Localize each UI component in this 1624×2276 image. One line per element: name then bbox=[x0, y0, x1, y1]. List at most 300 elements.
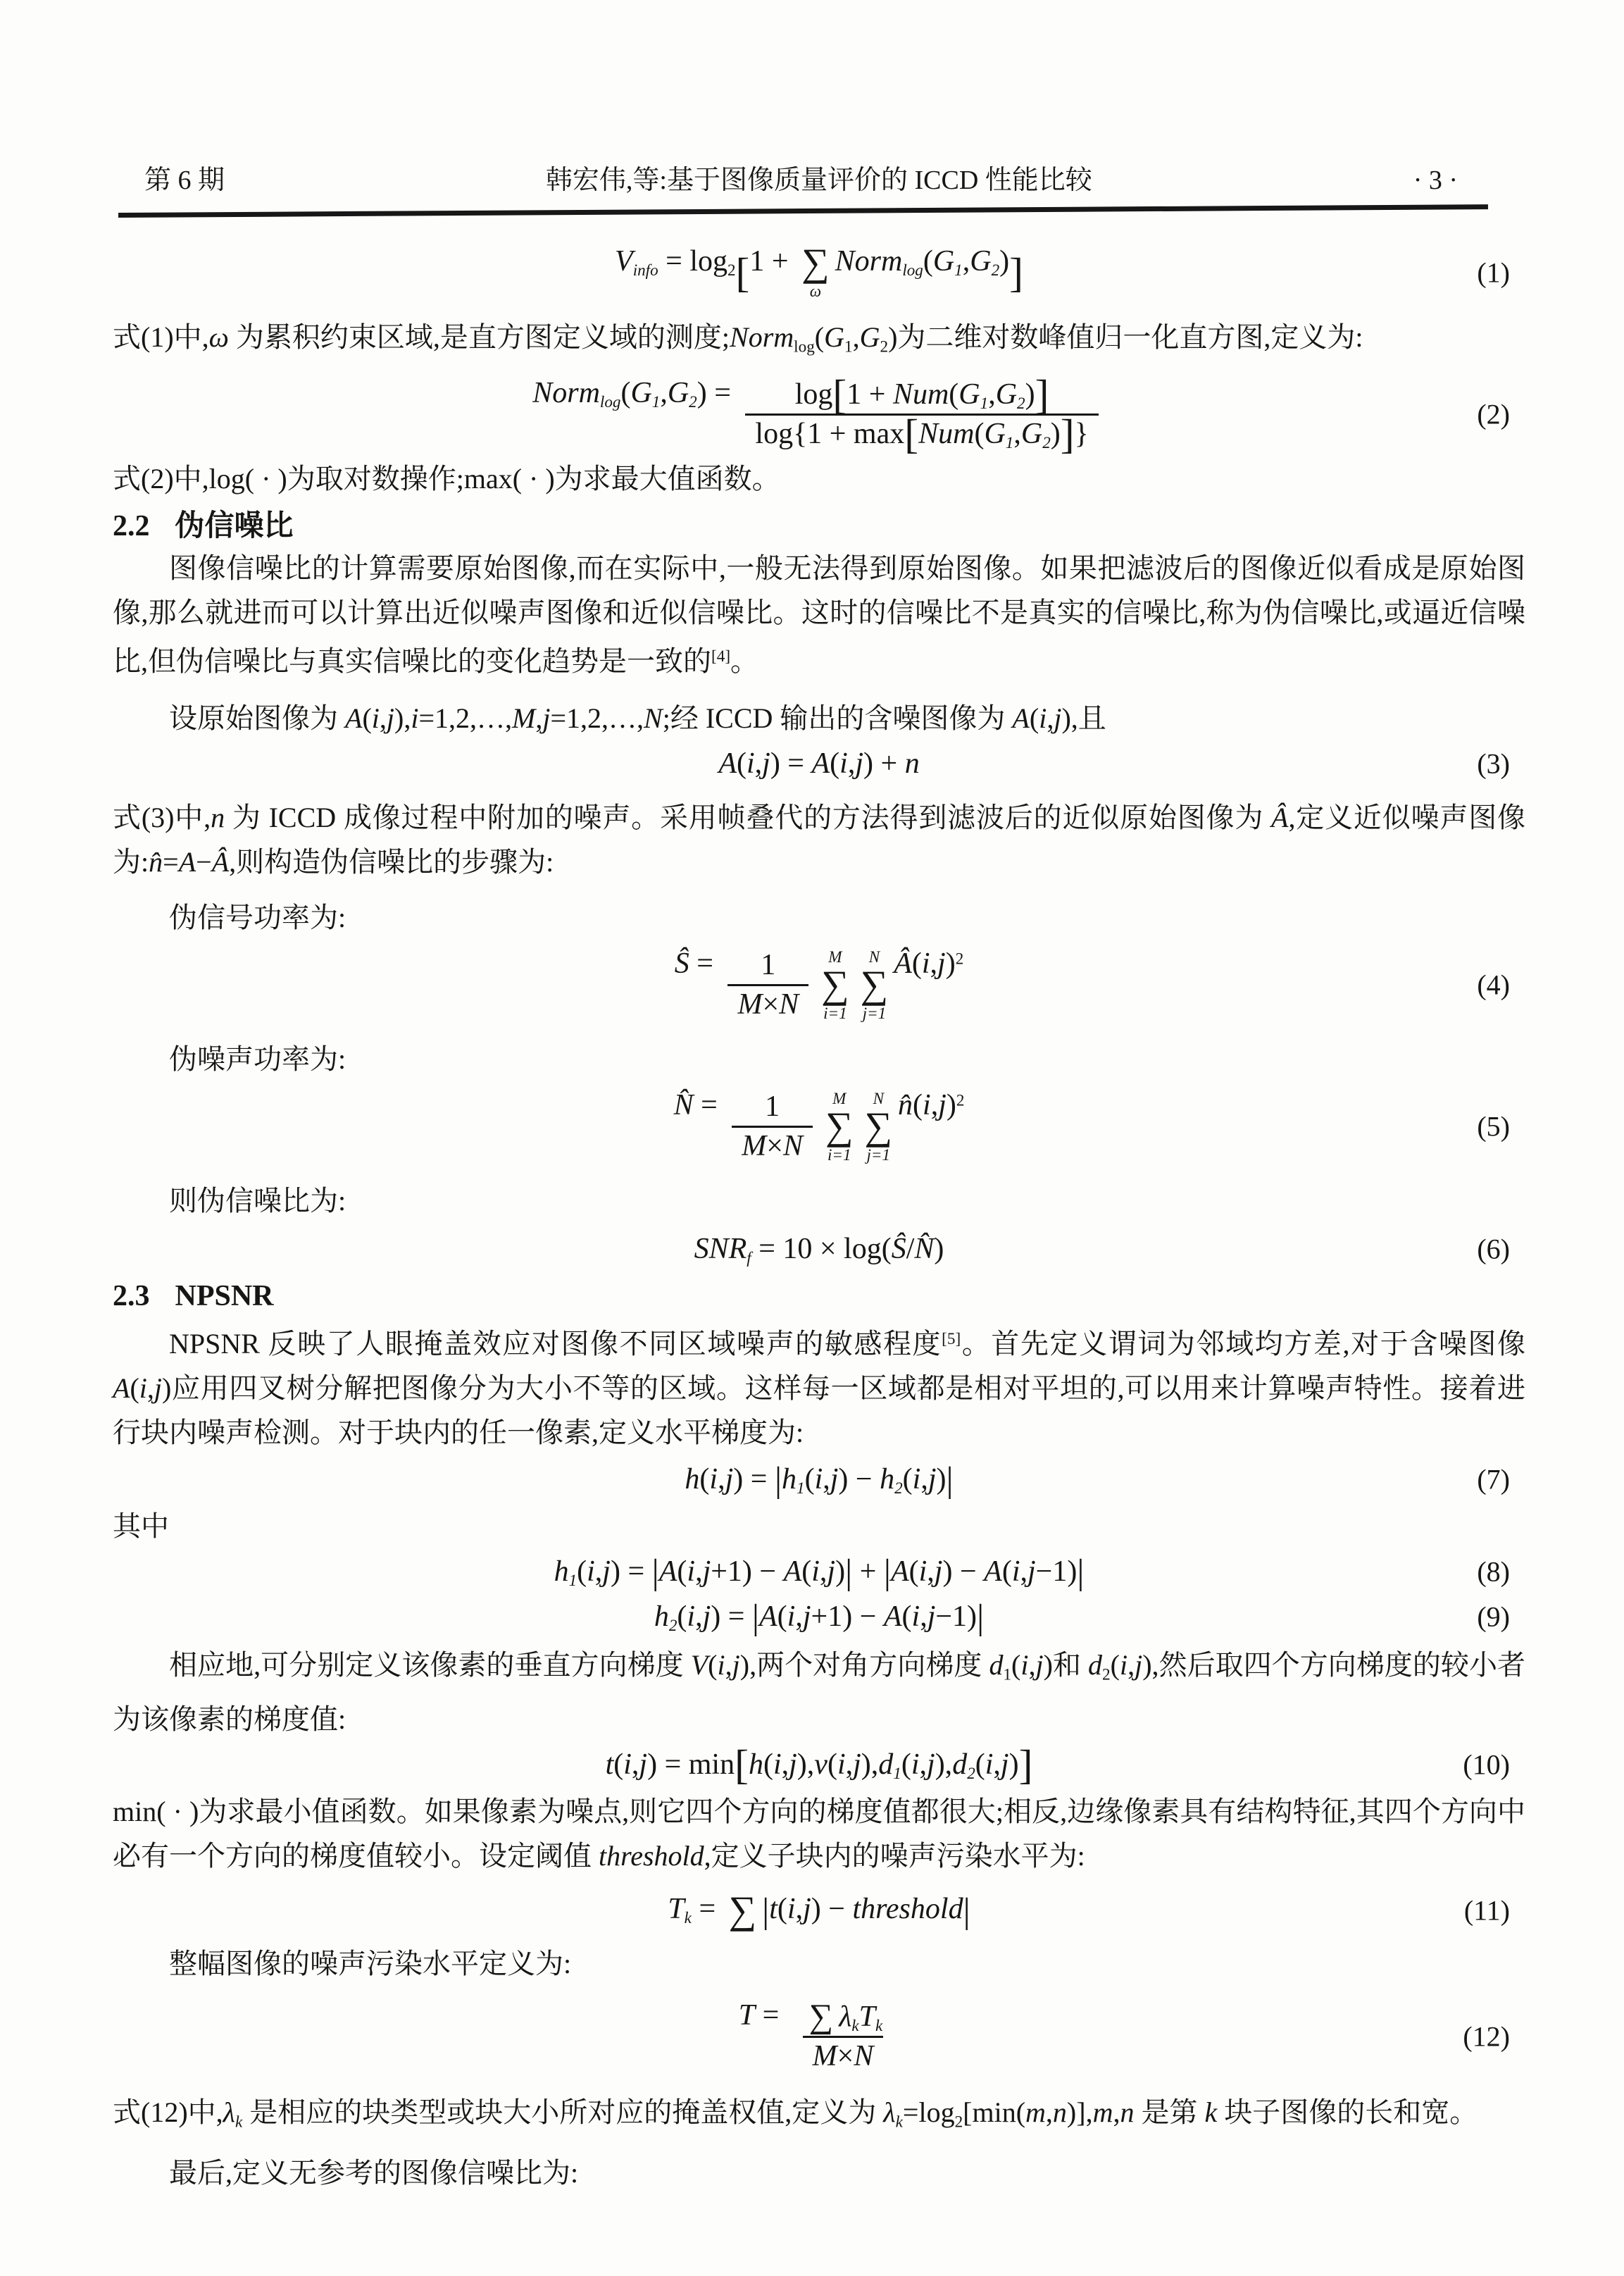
text-run: 式(12)中, bbox=[113, 2096, 223, 2129]
math-token: i bbox=[787, 1893, 796, 1926]
math-token: ) = min bbox=[647, 1748, 735, 1781]
math-token: ( bbox=[923, 245, 933, 278]
paragraph-eq12-note bbox=[113, 2090, 1525, 2144]
math-token: j bbox=[927, 1600, 936, 1633]
math-token: , bbox=[847, 747, 856, 781]
text-run: j bbox=[542, 702, 551, 735]
fraction bbox=[794, 1998, 893, 2075]
math-token: M bbox=[812, 2039, 837, 2072]
page-content bbox=[0, 237, 1624, 2195]
math-token: ( bbox=[902, 1462, 913, 1495]
text-run: k bbox=[895, 2113, 903, 2132]
text-run: )和 bbox=[1043, 1648, 1089, 1681]
math-token: , bbox=[795, 1600, 803, 1633]
math-token: = bbox=[689, 947, 721, 980]
math-token: j bbox=[1027, 1555, 1036, 1588]
math-token: ( bbox=[901, 1600, 912, 1633]
subscript: 1 bbox=[651, 392, 661, 411]
math-token: ( bbox=[908, 1555, 919, 1588]
text-run: , bbox=[1047, 702, 1054, 735]
math-token: A bbox=[883, 1600, 902, 1633]
math-token: j bbox=[855, 747, 863, 781]
math-token: $G_2$ bbox=[667, 376, 697, 411]
math-token: i bbox=[746, 747, 755, 781]
text-run: 设原始图像为 bbox=[169, 702, 345, 735]
math-token: $G_1$ bbox=[958, 378, 989, 412]
superscript: 2 bbox=[956, 1090, 965, 1109]
formula-4-body bbox=[675, 947, 964, 1024]
formula-5-body bbox=[674, 1088, 965, 1165]
text-run: j bbox=[1135, 1648, 1143, 1681]
subscript: log bbox=[902, 261, 923, 280]
text-run: ( bbox=[1011, 1648, 1021, 1681]
paragraph-pseudo-snr-intro bbox=[113, 546, 1525, 683]
math-token: , bbox=[695, 1555, 703, 1588]
equation-number-11: (11) bbox=[1463, 1894, 1510, 1927]
text-run: 伪信号功率为: bbox=[169, 902, 346, 934]
math-token: i bbox=[923, 1088, 931, 1121]
math-token: ) = bbox=[733, 1462, 775, 1495]
math-token: A bbox=[658, 1555, 677, 1588]
text-run: i bbox=[1039, 702, 1047, 735]
text-run: j bbox=[1054, 702, 1062, 735]
math-token: , bbox=[845, 1748, 854, 1781]
equation-number-4: (4) bbox=[1477, 969, 1510, 1001]
text-run: 。首先定义谓词为邻域均方差,对于含噪图像 bbox=[961, 1327, 1526, 1360]
math-token: i bbox=[1011, 1555, 1020, 1588]
math-token: N̂ bbox=[673, 1088, 694, 1121]
math-token: i bbox=[911, 1600, 920, 1633]
text-run: Â bbox=[211, 846, 230, 878]
math-token: threshold bbox=[852, 1893, 963, 1926]
text-run: j bbox=[386, 702, 395, 735]
math-token: ), bbox=[935, 1748, 953, 1781]
math-token: n bbox=[904, 747, 920, 781]
text-run: i bbox=[1020, 1648, 1029, 1681]
text-run: , bbox=[1028, 1648, 1036, 1681]
math-token: j bbox=[938, 1088, 947, 1121]
math-token: ) = bbox=[770, 747, 812, 781]
math-token: ( bbox=[620, 376, 631, 409]
math-token: } bbox=[1074, 417, 1089, 450]
math-token: j bbox=[789, 1748, 797, 1781]
journal-issue: 第 6 期 bbox=[144, 166, 225, 195]
section-2-2-heading bbox=[113, 509, 1525, 543]
math-token: Ŝ bbox=[674, 947, 689, 980]
paragraph-npsnr-intro bbox=[113, 1317, 1525, 1455]
math-token: i bbox=[587, 1555, 595, 1588]
text-run: 2 bbox=[880, 337, 889, 356]
math-token: ) bbox=[936, 1462, 947, 1495]
math-token: $G_2$ bbox=[970, 245, 1000, 280]
math-token: $G_1$ bbox=[932, 245, 963, 280]
text-run: NPSNR 反映了人眼掩盖效应对图像不同区域噪声的敏感程度 bbox=[169, 1327, 942, 1360]
text-run: =1,2,…, bbox=[550, 702, 644, 735]
superscript: 2 bbox=[955, 948, 964, 967]
math-token: $T_k$ bbox=[858, 2000, 883, 2034]
math-token: N bbox=[782, 1129, 803, 1162]
math-token: $G_2$ bbox=[995, 378, 1025, 412]
math-token: ) bbox=[835, 1555, 846, 1588]
formula-2-body bbox=[532, 371, 1106, 458]
text-run: A bbox=[113, 1372, 130, 1404]
math-token: 1 bbox=[765, 1090, 780, 1123]
text-run: ( bbox=[130, 1372, 139, 1404]
equation-number-9: (9) bbox=[1477, 1600, 1510, 1633]
subscript: info bbox=[632, 261, 658, 280]
paragraph-whole-image-noise bbox=[113, 1941, 1525, 1986]
math-token: −1) bbox=[935, 1600, 977, 1633]
text-run: 最后,定义无参考的图像信噪比为: bbox=[169, 2156, 579, 2189]
summation bbox=[728, 1889, 757, 1932]
formula-9 bbox=[113, 1595, 1525, 1638]
subscript: 2 bbox=[727, 261, 736, 280]
summation bbox=[825, 1089, 854, 1164]
subscript: k bbox=[875, 2015, 883, 2034]
formula-1 bbox=[113, 237, 1525, 308]
math-token: ( bbox=[736, 747, 747, 781]
math-token: ( bbox=[974, 417, 985, 450]
section-2-3-number: 2.3 bbox=[113, 1280, 150, 1313]
math-token: , bbox=[988, 378, 996, 411]
paragraph-eq1-note bbox=[113, 315, 1525, 369]
math-token: = bbox=[755, 1998, 787, 2032]
math-token: Norm$_{log}$ bbox=[835, 245, 923, 280]
math-token: i bbox=[814, 1462, 823, 1495]
text-run: )], bbox=[1066, 2096, 1093, 2129]
text-run: i bbox=[717, 1648, 725, 1681]
math-token: 1 + bbox=[749, 245, 797, 278]
text-run: ),两个对角方向梯度 bbox=[739, 1648, 989, 1681]
math-token: i bbox=[787, 1600, 796, 1633]
formula-8 bbox=[113, 1550, 1525, 1593]
sum-lower-limit: j=1 bbox=[862, 1003, 887, 1022]
math-token: ( bbox=[975, 1748, 985, 1781]
text-run: d bbox=[1088, 1648, 1103, 1681]
math-token: , bbox=[781, 1748, 789, 1781]
formula-9-body: $h_2$ ( i , j ) = | A ( i , j +1) − A ( i , j −1) | bbox=[654, 1596, 985, 1636]
sum-lower-limit: ω bbox=[809, 282, 821, 301]
text-run: =log bbox=[902, 2096, 955, 2129]
text-run: [5] bbox=[942, 1330, 961, 1349]
formula-1-body: $V_{info}$ = $\log_2$ [ 1 + ∑ ω Norm$_{log}$ ( $G_1$ , $G_2$ ) ] bbox=[615, 241, 1023, 301]
text-run: ( bbox=[708, 1648, 718, 1681]
math-token: N bbox=[779, 988, 799, 1021]
math-token: M bbox=[737, 988, 763, 1021]
equation-number-6: (6) bbox=[1477, 1233, 1510, 1265]
math-token: ) bbox=[1025, 378, 1035, 411]
text-run: 式(2)中,log( · )为取对数操作;max( · )为求最大值函数。 bbox=[113, 463, 780, 495]
sigma-symbol: ∑ bbox=[801, 241, 830, 285]
subscript: 2 bbox=[668, 1615, 677, 1634]
text-run: [4] bbox=[711, 647, 731, 666]
math-token: , bbox=[795, 1893, 804, 1926]
subscript: f bbox=[747, 1248, 751, 1267]
math-token: $h_1$ bbox=[782, 1462, 805, 1497]
math-token: ), bbox=[861, 1748, 879, 1781]
math-token: ( bbox=[777, 1600, 787, 1633]
text-run: ( bbox=[814, 321, 825, 353]
text-run: N bbox=[644, 702, 663, 735]
formula-2 bbox=[113, 372, 1525, 456]
math-token: ), bbox=[797, 1748, 815, 1781]
text-run: 是第 bbox=[1134, 2096, 1205, 2129]
math-token: = bbox=[658, 245, 690, 278]
math-token: t bbox=[605, 1748, 614, 1781]
text-run: 式(3)中, bbox=[113, 802, 211, 834]
math-token: T bbox=[738, 1998, 756, 2032]
math-token: i bbox=[985, 1748, 994, 1781]
math-token: $SNR_f$ bbox=[694, 1233, 751, 1267]
text-run: A bbox=[345, 702, 363, 735]
math-token: j bbox=[639, 1748, 648, 1781]
math-token: ( bbox=[699, 1462, 710, 1495]
sum-lower-limit: j=1 bbox=[866, 1145, 891, 1164]
text-run: ,定义子块内的噪声污染水平为: bbox=[704, 1840, 1085, 1872]
formula-6 bbox=[113, 1227, 1525, 1271]
math-token: i bbox=[687, 1600, 696, 1633]
paragraph-eq3-note bbox=[113, 795, 1525, 884]
text-run: 相应地,可分别定义该像素的垂直方向梯度 bbox=[169, 1648, 691, 1681]
math-token: i bbox=[687, 1555, 696, 1588]
summation bbox=[865, 1089, 893, 1164]
summation bbox=[808, 1998, 834, 2036]
math-token: ( bbox=[949, 378, 959, 411]
math-token: $G_1$ bbox=[984, 417, 1014, 452]
text-run: 为累积约束区域,是直方图定义域的测度; bbox=[228, 321, 730, 353]
paragraph-original-image-def bbox=[113, 696, 1525, 740]
page-header bbox=[0, 0, 1624, 197]
math-token: j bbox=[725, 1462, 734, 1495]
math-token: ) = bbox=[610, 1555, 652, 1588]
formula-12-body bbox=[739, 1998, 900, 2075]
math-token: , bbox=[920, 1600, 927, 1633]
running-title: 韩宏伟,等:基于图像质量评价的 ICCD 性能比较 bbox=[545, 166, 1092, 195]
math-token: Num bbox=[918, 417, 975, 450]
subscript: 1 bbox=[568, 1570, 577, 1589]
sum-lower-limit: i=1 bbox=[827, 1145, 851, 1164]
formula-4 bbox=[113, 940, 1525, 1030]
math-token: j bbox=[803, 1893, 811, 1926]
text-run: 为 ICCD 成像过程中附加的噪声。采用帧叠代的方法得到滤波后的近似原始图像为 bbox=[225, 802, 1272, 834]
text-run: A bbox=[1012, 702, 1030, 735]
section-2-3-title: NPSNR bbox=[175, 1280, 274, 1313]
text-run: 2 bbox=[1102, 1665, 1111, 1684]
text-run: m bbox=[1025, 2096, 1046, 2129]
text-run: ),且 bbox=[1061, 702, 1106, 735]
math-token: j bbox=[927, 1748, 935, 1781]
section-2-3-heading bbox=[113, 1279, 1525, 1313]
text-run: , bbox=[535, 702, 543, 735]
math-token: N bbox=[854, 2039, 874, 2072]
formula-7 bbox=[113, 1457, 1525, 1501]
math-token: j bbox=[1000, 1748, 1009, 1781]
text-run: Norm bbox=[730, 321, 794, 353]
text-run: Â bbox=[1271, 802, 1289, 834]
math-token: 1 + bbox=[847, 378, 893, 411]
math-token: , bbox=[823, 1462, 830, 1495]
sum-upper-limit: M bbox=[828, 947, 842, 966]
formula-5 bbox=[113, 1081, 1525, 1171]
text-run: 图像信噪比的计算需要原始图像,而在实际中,一般无法得到原始图像。如果把滤波后的图像近似看成是原始图像,那么就进而可以计算出近似噪声图像和近似信噪比。这时的信噪比不是真实的信噪比,称为伪信噪比,或逼近信噪比,但伪信噪比与真实信噪比的变化趋势是一致的 bbox=[113, 552, 1525, 678]
paragraph-where bbox=[113, 1504, 1525, 1548]
equation-number-10: (10) bbox=[1463, 1748, 1510, 1781]
math-token: M bbox=[742, 1129, 767, 1162]
math-token: log{1 + max bbox=[755, 417, 905, 450]
equation-number-3: (3) bbox=[1477, 747, 1510, 780]
math-token: = bbox=[691, 1893, 723, 1926]
text-run: =1,2,…, bbox=[418, 702, 513, 735]
text-run: , bbox=[725, 1648, 732, 1681]
math-token: n̂ bbox=[898, 1088, 913, 1121]
math-token: $T_k$ bbox=[668, 1893, 692, 1927]
math-token: , bbox=[1020, 1555, 1028, 1588]
math-token: , bbox=[631, 1748, 639, 1781]
text-run: V bbox=[690, 1648, 708, 1681]
text-run: j bbox=[1035, 1648, 1044, 1681]
math-token: , bbox=[919, 1748, 927, 1781]
sigma-symbol: ∑ bbox=[821, 962, 849, 1006]
sigma-symbol: ∑ bbox=[860, 962, 889, 1006]
math-token: $\log_2$ bbox=[689, 245, 736, 280]
math-token: Ŝ bbox=[891, 1233, 906, 1266]
math-token: j bbox=[934, 1555, 943, 1588]
math-token: Num bbox=[892, 378, 949, 411]
text-run: , bbox=[1113, 2096, 1120, 2129]
math-token: ( bbox=[801, 1555, 812, 1588]
fraction bbox=[727, 947, 808, 1024]
math-token: i bbox=[709, 1462, 718, 1495]
text-run: 1 bbox=[844, 337, 853, 356]
equation-number-8: (8) bbox=[1477, 1555, 1510, 1588]
math-token: j bbox=[602, 1555, 611, 1588]
math-token: j bbox=[937, 947, 946, 980]
math-token: , bbox=[695, 1600, 703, 1633]
subscript: 2 bbox=[967, 1764, 975, 1783]
math-token: A bbox=[783, 1555, 802, 1588]
math-token: ( bbox=[913, 1088, 923, 1121]
math-token: i bbox=[811, 1555, 820, 1588]
math-token: ( bbox=[613, 1748, 624, 1781]
math-token: ( bbox=[804, 1462, 815, 1495]
text-run: log bbox=[794, 337, 815, 356]
text-run: ;经 ICCD 输出的含噪图像为 bbox=[662, 702, 1013, 735]
text-run: ),然后取四个方向梯度的较小者为该像素的梯度值: bbox=[113, 1648, 1526, 1736]
text-run: 则伪信噪比为: bbox=[169, 1185, 346, 1217]
text-run: ( bbox=[1110, 1648, 1120, 1681]
math-token: $h_1$ bbox=[554, 1555, 577, 1589]
math-token: $h_2$ bbox=[654, 1600, 677, 1634]
fraction: log [ 1 + Num ( $G_1$ , $G_2$ ) ] log{1 + max [ Num ( $G_1$ , $G_2$ ) ] } bbox=[745, 376, 1098, 453]
subscript: log bbox=[599, 392, 621, 411]
math-token: j bbox=[802, 1600, 811, 1633]
page-number: · 3 · bbox=[1413, 166, 1458, 195]
math-token: +1) − bbox=[811, 1600, 884, 1633]
math-token: A bbox=[718, 747, 737, 781]
paragraph-gradient-directions bbox=[113, 1643, 1525, 1741]
sum-lower-limit: i=1 bbox=[823, 1003, 847, 1022]
section-2-2-title: 伪信噪比 bbox=[175, 510, 294, 543]
math-token: × bbox=[837, 2039, 854, 2072]
formula-7-body: h ( i , j ) = | $h_1$ ( i , j ) − $h_2$ ( i , j ) | bbox=[685, 1459, 954, 1499]
math-token: ) bbox=[934, 1233, 944, 1266]
text-run: n bbox=[211, 802, 225, 834]
text-run: k bbox=[235, 2113, 243, 2132]
math-token: ) + bbox=[863, 747, 905, 781]
text-run: , bbox=[852, 321, 860, 353]
subscript: 1 bbox=[893, 1764, 901, 1783]
formula-10 bbox=[113, 1741, 1525, 1789]
subscript: 2 bbox=[1042, 433, 1051, 452]
math-token: )$^2$ bbox=[946, 1088, 965, 1121]
math-token: 1 bbox=[761, 948, 776, 981]
text-run: [min( bbox=[963, 2096, 1026, 2129]
sum-upper-limit: M bbox=[832, 1089, 847, 1108]
math-token: i bbox=[623, 1748, 632, 1781]
formula-8-body: $h_1$ ( i , j ) = | A ( i , j +1) − A ( i , j ) | + | A ( i , j ) − A ( i , j −1) | bbox=[554, 1551, 1085, 1591]
math-token: ( bbox=[827, 1748, 837, 1781]
formula-10-body: t ( i , j ) = min [ h ( i , j ), v ( i , j ), $d_1$ ( i , j ), $d_2$ ( i , j ) ] bbox=[605, 1741, 1033, 1789]
math-token: × bbox=[766, 1129, 783, 1162]
text-run: j bbox=[154, 1372, 163, 1404]
math-token: ( bbox=[677, 1555, 687, 1588]
subscript: 1 bbox=[980, 393, 989, 412]
paragraph-pseudo-signal-power bbox=[113, 895, 1525, 940]
subscript: 1 bbox=[797, 1478, 805, 1497]
math-token: , bbox=[927, 1555, 935, 1588]
math-token: i bbox=[839, 747, 848, 781]
text-run: i bbox=[1119, 1648, 1128, 1681]
math-token: v bbox=[814, 1748, 827, 1781]
math-token: , bbox=[1013, 417, 1021, 450]
math-token: ) = bbox=[697, 376, 739, 409]
summation bbox=[801, 241, 830, 301]
sigma-symbol: ∑ bbox=[728, 1889, 757, 1932]
text-run: ), bbox=[394, 702, 411, 735]
sum-upper-limit: N bbox=[873, 1089, 884, 1108]
text-run: 2 bbox=[954, 2113, 963, 2132]
text-run: 式(1)中, bbox=[113, 321, 209, 353]
math-token: ) bbox=[1008, 1748, 1019, 1781]
paragraph-pseudo-snr-is bbox=[113, 1179, 1525, 1223]
text-run: j bbox=[732, 1648, 740, 1681]
text-run: ( bbox=[362, 702, 372, 735]
math-token: , bbox=[718, 1462, 725, 1495]
math-token: A bbox=[890, 1555, 909, 1588]
header-rule bbox=[118, 204, 1488, 218]
math-token: = 10 × log( bbox=[751, 1233, 892, 1266]
math-token: j bbox=[830, 1462, 839, 1495]
math-token: , bbox=[930, 947, 938, 980]
math-token: h bbox=[748, 1748, 763, 1781]
text-run: λ bbox=[223, 2096, 235, 2129]
math-token: ( bbox=[1001, 1555, 1012, 1588]
text-run: ( bbox=[1029, 702, 1039, 735]
text-run: ,定义近似噪声图像为: bbox=[113, 802, 1526, 878]
subscript: 2 bbox=[894, 1478, 903, 1497]
text-run: i bbox=[139, 1372, 147, 1404]
math-token: +1) − bbox=[711, 1555, 784, 1588]
text-run: m bbox=[1092, 2096, 1113, 2129]
text-run: G bbox=[824, 321, 845, 353]
equation-number-7: (7) bbox=[1477, 1463, 1510, 1495]
math-token: N̂ bbox=[914, 1233, 935, 1266]
formula-3-body bbox=[718, 747, 919, 781]
text-run: i bbox=[411, 702, 419, 735]
text-run: , bbox=[379, 702, 387, 735]
text-run: G bbox=[859, 321, 880, 353]
math-token: , bbox=[962, 245, 970, 278]
